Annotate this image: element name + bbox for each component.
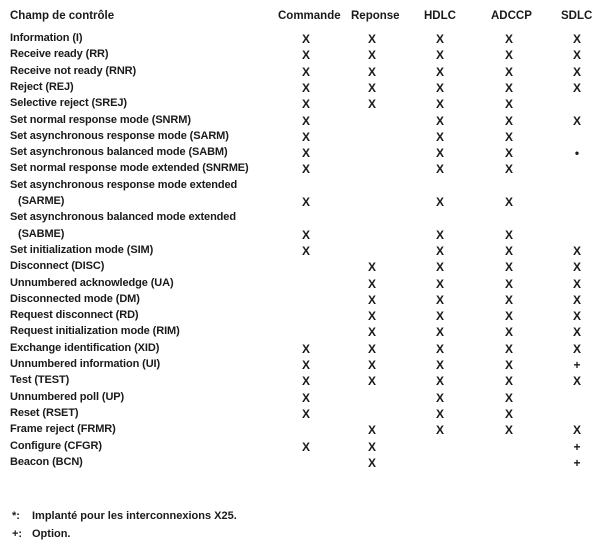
support-mark: X	[301, 358, 310, 372]
row-label: Configure (CFGR)	[10, 439, 102, 452]
support-mark: X	[504, 146, 513, 161]
support-mark: X	[301, 195, 310, 209]
field-column-header: Champ de contrôle	[10, 10, 115, 22]
commande-column-header: Commande	[278, 10, 341, 22]
support-mark: X	[504, 48, 513, 63]
row-label: Set normal response mode extended (SNRME)	[10, 162, 249, 175]
support-mark: X	[367, 292, 376, 307]
row-label: Unnumbered information (UI)	[10, 358, 161, 370]
support-mark: X	[572, 243, 581, 258]
support-mark: X	[504, 64, 513, 79]
row-label: Request initialization mode (RIM)	[10, 325, 180, 338]
row-label: Disconnected mode (DM)	[10, 292, 140, 305]
support-mark: X	[367, 455, 376, 470]
support-mark: X	[367, 341, 376, 356]
support-mark: X	[572, 309, 581, 324]
support-mark: X	[504, 260, 513, 275]
support-mark: X	[504, 374, 513, 389]
support-mark: X	[367, 358, 376, 372]
support-mark: X	[301, 48, 310, 63]
support-mark: X	[435, 146, 444, 161]
support-mark: X	[504, 390, 513, 405]
support-mark: X	[367, 260, 376, 275]
support-mark: X	[367, 80, 376, 95]
support-mark: X	[367, 309, 376, 324]
support-mark: X	[572, 292, 581, 307]
support-mark: X	[572, 113, 581, 128]
row-label: Unnumbered acknowledge (UA)	[10, 276, 174, 289]
support-mark: X	[367, 325, 376, 340]
support-mark: X	[301, 341, 310, 356]
support-mark: X	[435, 195, 444, 209]
support-mark: X	[301, 374, 310, 389]
row-label: Receive not ready (RNR)	[10, 64, 137, 77]
reponse-column-header: Reponse	[351, 10, 400, 22]
support-mark: X	[504, 97, 513, 112]
row-label: Request disconnect (RD)	[10, 309, 139, 322]
row-label: (SARME)	[18, 195, 65, 207]
support-mark: X	[301, 390, 310, 405]
row-label: (SABME)	[18, 227, 65, 240]
row-label: Selective reject (SREJ)	[10, 97, 127, 110]
support-mark: X	[301, 32, 310, 46]
row-label: Reset (RSET)	[10, 406, 79, 419]
support-mark: X	[572, 423, 581, 438]
row-label: Disconnect (DISC)	[10, 260, 105, 273]
row-label: Reject (REJ)	[10, 80, 74, 93]
table-header	[0, 11, 606, 27]
row-label: Set initialization mode (SIM)	[10, 243, 154, 256]
adccp-column-header: ADCCP	[491, 10, 532, 22]
support-mark: X	[504, 113, 513, 128]
support-mark: X	[435, 276, 444, 291]
support-mark: X	[301, 113, 310, 128]
support-mark: X	[435, 32, 444, 46]
row-label: Exchange identification (XID)	[10, 341, 160, 354]
support-mark: X	[301, 146, 310, 161]
support-mark: X	[572, 48, 581, 63]
support-mark: X	[367, 439, 376, 454]
row-label: Test (TEST)	[10, 374, 70, 387]
support-mark: X	[435, 341, 444, 356]
support-mark: +	[573, 358, 581, 372]
support-mark: X	[435, 48, 444, 63]
support-mark: X	[435, 260, 444, 275]
footnote	[12, 529, 71, 540]
footnote-text: Option.	[32, 528, 71, 540]
support-mark: X	[435, 292, 444, 307]
row-label: Beacon (BCN)	[10, 455, 83, 468]
support-mark: X	[435, 113, 444, 128]
support-mark: X	[367, 276, 376, 291]
row-label: Set asynchronous balanced mode (SABM)	[10, 146, 228, 159]
row-label: Information (I)	[10, 32, 83, 44]
support-mark: X	[572, 64, 581, 79]
support-mark: X	[435, 406, 444, 421]
support-mark: X	[504, 309, 513, 324]
support-mark: X	[435, 129, 444, 144]
support-mark: X	[435, 325, 444, 340]
support-mark: X	[435, 227, 444, 242]
support-mark: X	[435, 64, 444, 79]
support-mark: X	[504, 341, 513, 356]
support-mark: X	[504, 195, 513, 209]
support-mark: X	[504, 227, 513, 242]
support-mark: X	[301, 439, 310, 454]
support-mark: X	[301, 406, 310, 421]
sdlc-column-header: SDLC	[561, 10, 593, 22]
support-mark: +	[573, 455, 581, 470]
support-mark: X	[435, 423, 444, 438]
support-mark: X	[572, 325, 581, 340]
support-mark: X	[572, 341, 581, 356]
support-mark: X	[504, 32, 513, 46]
support-mark: X	[504, 406, 513, 421]
support-mark: X	[435, 374, 444, 389]
support-mark: X	[367, 374, 376, 389]
support-mark: X	[301, 97, 310, 112]
row-label: Set asynchronous response mode extended	[10, 178, 238, 191]
support-mark: X	[504, 162, 513, 177]
support-mark: X	[367, 32, 376, 46]
support-mark: X	[435, 97, 444, 112]
support-mark: X	[367, 423, 376, 438]
footnote-text: Implanté pour les interconnexions X25.	[32, 510, 237, 522]
support-mark: X	[435, 309, 444, 324]
support-mark: X	[301, 80, 310, 95]
support-mark: X	[435, 243, 444, 258]
support-mark: X	[504, 325, 513, 340]
support-mark: X	[367, 48, 376, 63]
row-label: Frame reject (FRMR)	[10, 423, 116, 436]
support-mark: X	[504, 358, 513, 372]
support-mark: X	[504, 423, 513, 438]
row-label: Set asynchronous balanced mode extended	[10, 211, 236, 224]
support-mark: X	[435, 390, 444, 405]
support-mark: X	[301, 227, 310, 242]
support-mark: X	[367, 64, 376, 79]
support-mark: •	[574, 146, 580, 161]
support-mark: X	[301, 129, 310, 144]
row-label: Receive ready (RR)	[10, 48, 109, 61]
support-mark: X	[435, 358, 444, 372]
support-mark: X	[504, 292, 513, 307]
support-mark: X	[435, 162, 444, 177]
support-mark: X	[301, 162, 310, 177]
support-mark: X	[504, 243, 513, 258]
support-mark: X	[572, 260, 581, 275]
footnote	[12, 511, 237, 522]
support-mark: X	[367, 97, 376, 112]
support-mark: X	[572, 374, 581, 389]
support-mark: X	[504, 80, 513, 95]
support-mark: X	[504, 276, 513, 291]
support-mark: X	[572, 276, 581, 291]
footnote-symbol: +:	[12, 528, 23, 540]
row-label: Set asynchronous response mode (SARM)	[10, 129, 229, 142]
support-mark: X	[435, 80, 444, 95]
row-label: Unnumbered poll (UP)	[10, 390, 125, 403]
support-mark: X	[301, 64, 310, 79]
support-mark: X	[301, 243, 310, 258]
hdlc-column-header: HDLC	[424, 10, 456, 22]
support-mark: X	[572, 32, 581, 46]
row-label: Set normal response mode (SNRM)	[10, 113, 191, 126]
support-mark: X	[504, 129, 513, 144]
footnote-symbol: *:	[12, 510, 20, 522]
support-mark: +	[573, 439, 581, 454]
support-mark: X	[572, 80, 581, 95]
